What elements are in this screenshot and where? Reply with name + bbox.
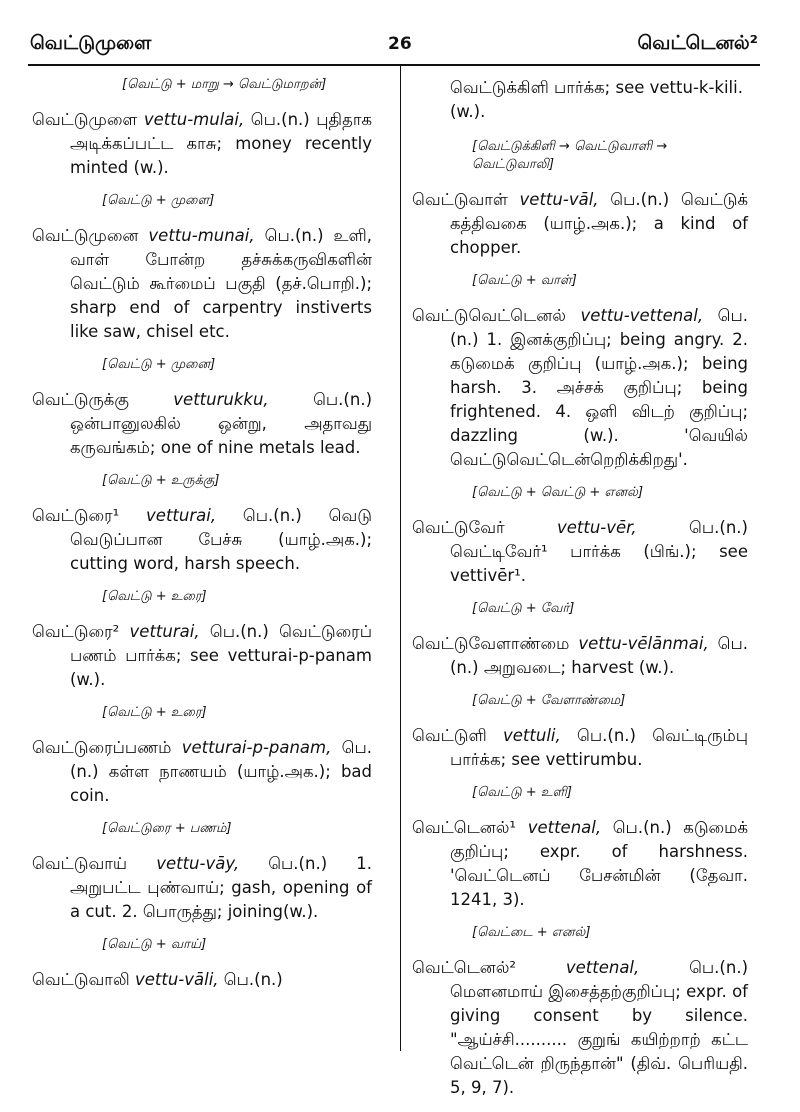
etymology: [வெட்டு + முளை] <box>102 193 215 208</box>
header-left-guideword: வெட்டுமுளை <box>30 32 152 54</box>
etymology: [வெட்டுக்கிளி → வெட்டுவாளி → வெட்டுவாலி] <box>472 139 668 172</box>
entry-headword: வெட்டுரை¹ <box>32 506 120 525</box>
etymology: [வெட்டு + மாறு → வெட்டுமாறன்] <box>122 77 327 92</box>
entry-definition: பெ.(n.) வெட்டிவேர்¹ பார்க்க (பிங்.); see vettivēr¹. <box>450 518 748 585</box>
entry-definition: பெ.(n.) மௌனமாய் இசைத்தற்குறிப்பு; expr. of giving consent by silence. "ஆய்ச்சி.......... குறுங் கயிற்றாற் கட்ட வெட்டென் றிருந்தான்" (திவ். பெரியதி. 5, 9, 7). <box>450 958 749 1097</box>
entry-headword: வெட்டுவெட்டெனல் <box>412 306 566 325</box>
column-divider <box>400 66 401 1051</box>
etymology: [வெட்டு + வாள்] <box>472 273 577 288</box>
etymology: [வெட்டு + உருக்கு] <box>102 473 220 488</box>
dictionary-entry <box>32 108 372 180</box>
dictionary-entry <box>412 816 748 912</box>
entry-transliteration: vetturai, <box>129 622 200 641</box>
dictionary-entry <box>412 304 748 472</box>
entry-headword: வெட்டெனல்¹ <box>412 818 517 837</box>
etymology: [வெட்டு + வெட்டு + எனல்] <box>472 485 644 500</box>
page-number: 26 <box>388 34 412 54</box>
entry-definition: பெ.(n.) புதிதாக அடிக்கப்பட்ட காசு; money recently minted (w.). <box>70 110 372 177</box>
entry-headword: வெட்டுமுனை <box>32 226 139 245</box>
entry-definition: பெ.(n.) வெட்டிரும்பு பார்க்க; see vettirumbu. <box>450 726 748 769</box>
entry-transliteration: vettu-vettenal, <box>580 306 704 325</box>
entry-headword: வெட்டெனல்² <box>412 958 517 977</box>
entry-transliteration: vetturai-p-panam, <box>181 738 332 757</box>
dictionary-entry <box>32 620 372 692</box>
dictionary-entry <box>412 724 748 772</box>
entry-headword: வெட்டுருக்கு <box>32 390 129 409</box>
dictionary-entry <box>32 224 372 344</box>
etymology: [வெட்டு + உளி] <box>472 785 572 800</box>
etymology: [வெட்டு + உரை] <box>102 589 207 604</box>
entry-transliteration: vettu-vēr, <box>556 518 637 537</box>
entry-transliteration: vettenal, <box>565 958 640 977</box>
dictionary-entry <box>32 736 372 808</box>
entry-definition: பெ.(n.) உளி, வாள் போன்ற தச்சுக்கருவிகளின் வெட்டும் கூர்மைப் பகுதி (தச்.பொறி.); sharp end of carpentry instiverts like saw, chisel etc. <box>70 226 372 341</box>
entry-continuation: வெட்டுக்கிளி பார்க்க; see vettu-k-kili.(w.). <box>450 78 743 121</box>
entry-transliteration: vettenal, <box>527 818 602 837</box>
entry-definition: பெ.(n.) ஒன்பானுலகில் ஒன்று, அதாவது கருவங்கம்; one of nine metals lead. <box>70 390 373 457</box>
entry-transliteration: vettu-mulai, <box>143 110 245 129</box>
entry-definition: பெ.(n.) 1. அறுபட்ட புண்வாய்; gash, opening of a cut. 2. பொருத்து; joining(w.). <box>70 854 372 921</box>
entry-transliteration: vetturai, <box>146 506 217 525</box>
entry-headword: வெட்டுவாள் <box>412 190 508 209</box>
etymology: [வெட்டு + வேர்] <box>472 601 575 616</box>
entry-headword: வெட்டுவேளாண்மை <box>412 634 570 653</box>
entry-transliteration: vettu-munai, <box>148 226 255 245</box>
entry-headword: வெட்டுரைப்பணம் <box>32 738 172 757</box>
entry-definition: பெ.(n.) வெட்டுரைப் பணம் பார்க்க; see vetturai-p-panam (w.). <box>70 622 372 689</box>
dictionary-entry <box>412 632 748 680</box>
etymology: [வெட்டு + வாய்] <box>102 937 207 952</box>
entry-headword: வெட்டுவாய் <box>32 854 128 873</box>
header-rule <box>28 64 760 66</box>
entry-transliteration: vetturukku, <box>173 390 269 409</box>
header-right-guideword: வெட்டெனல்² <box>637 32 758 54</box>
dictionary-entry <box>412 956 748 1100</box>
entry-transliteration: vettu-vāli, <box>134 970 219 989</box>
entry-definition: பெ.(n.) வெடு வெடுப்பான பேச்சு (யாழ்.அக.); cutting word, harsh speech. <box>70 506 372 573</box>
entry-headword: வெட்டுமுளை <box>32 110 138 129</box>
dictionary-entry <box>32 504 372 576</box>
entry-transliteration: vettu-vēlānmai, <box>578 634 709 653</box>
left-column <box>32 76 372 1004</box>
entry-definition: பெ.(n.) <box>223 970 283 989</box>
etymology: [வெட்டு + முனை] <box>102 357 216 372</box>
entry-definition: பெ.(n.) அறுவடை; harvest (w.). <box>450 634 749 677</box>
dictionary-entry <box>32 852 372 924</box>
etymology: [வெட்டு + உரை] <box>102 705 207 720</box>
right-column <box>412 76 748 1112</box>
entry-transliteration: vettuli, <box>503 726 561 745</box>
dictionary-entry <box>412 516 748 588</box>
entry-transliteration: vettu-vāl, <box>519 190 599 209</box>
dictionary-entry <box>32 968 372 992</box>
entry-headword: வெட்டுரை² <box>32 622 120 641</box>
dictionary-entry <box>412 188 748 260</box>
entry-definition: பெ.(n.) வெட்டுக் கத்திவகை (யாழ்.அக.); a kind of chopper. <box>450 190 749 257</box>
entry-definition: பெ.(n.) கள்ள நாணயம் (யாழ்.அக.); bad coin. <box>70 738 372 805</box>
entry-headword: வெட்டுவாலி <box>32 970 130 989</box>
etymology: [வெட்டுரை + பணம்] <box>102 821 232 836</box>
dictionary-entry <box>32 388 372 460</box>
entry-definition: பெ.(n.) 1. இனக்குறிப்பு; being angry. 2. கடுமைக் குறிப்பு (யாழ்.அக.); being harsh. 3. அச்சக் குறிப்பு; being frightened. 4. ஒளி விடற் குறிப்பு; dazzling (w.). 'வெயில் வெட்டுவெட்டென்றெறிக்கிறது'. <box>450 306 749 469</box>
entry-headword: வெட்டுவேர் <box>412 518 505 537</box>
etymology: [வெட்டு + வேளாண்மை] <box>472 693 626 708</box>
etymology: [வெட்டை + எனல்] <box>472 925 591 940</box>
entry-headword: வெட்டுளி <box>412 726 487 745</box>
entry-transliteration: vettu-vāy, <box>156 854 240 873</box>
entry-definition: பெ.(n.) கடுமைக் குறிப்பு; expr. of harshness. 'வெட்டெனப் பேசன்மின் (தேவா. 1241, 3). <box>450 818 749 909</box>
